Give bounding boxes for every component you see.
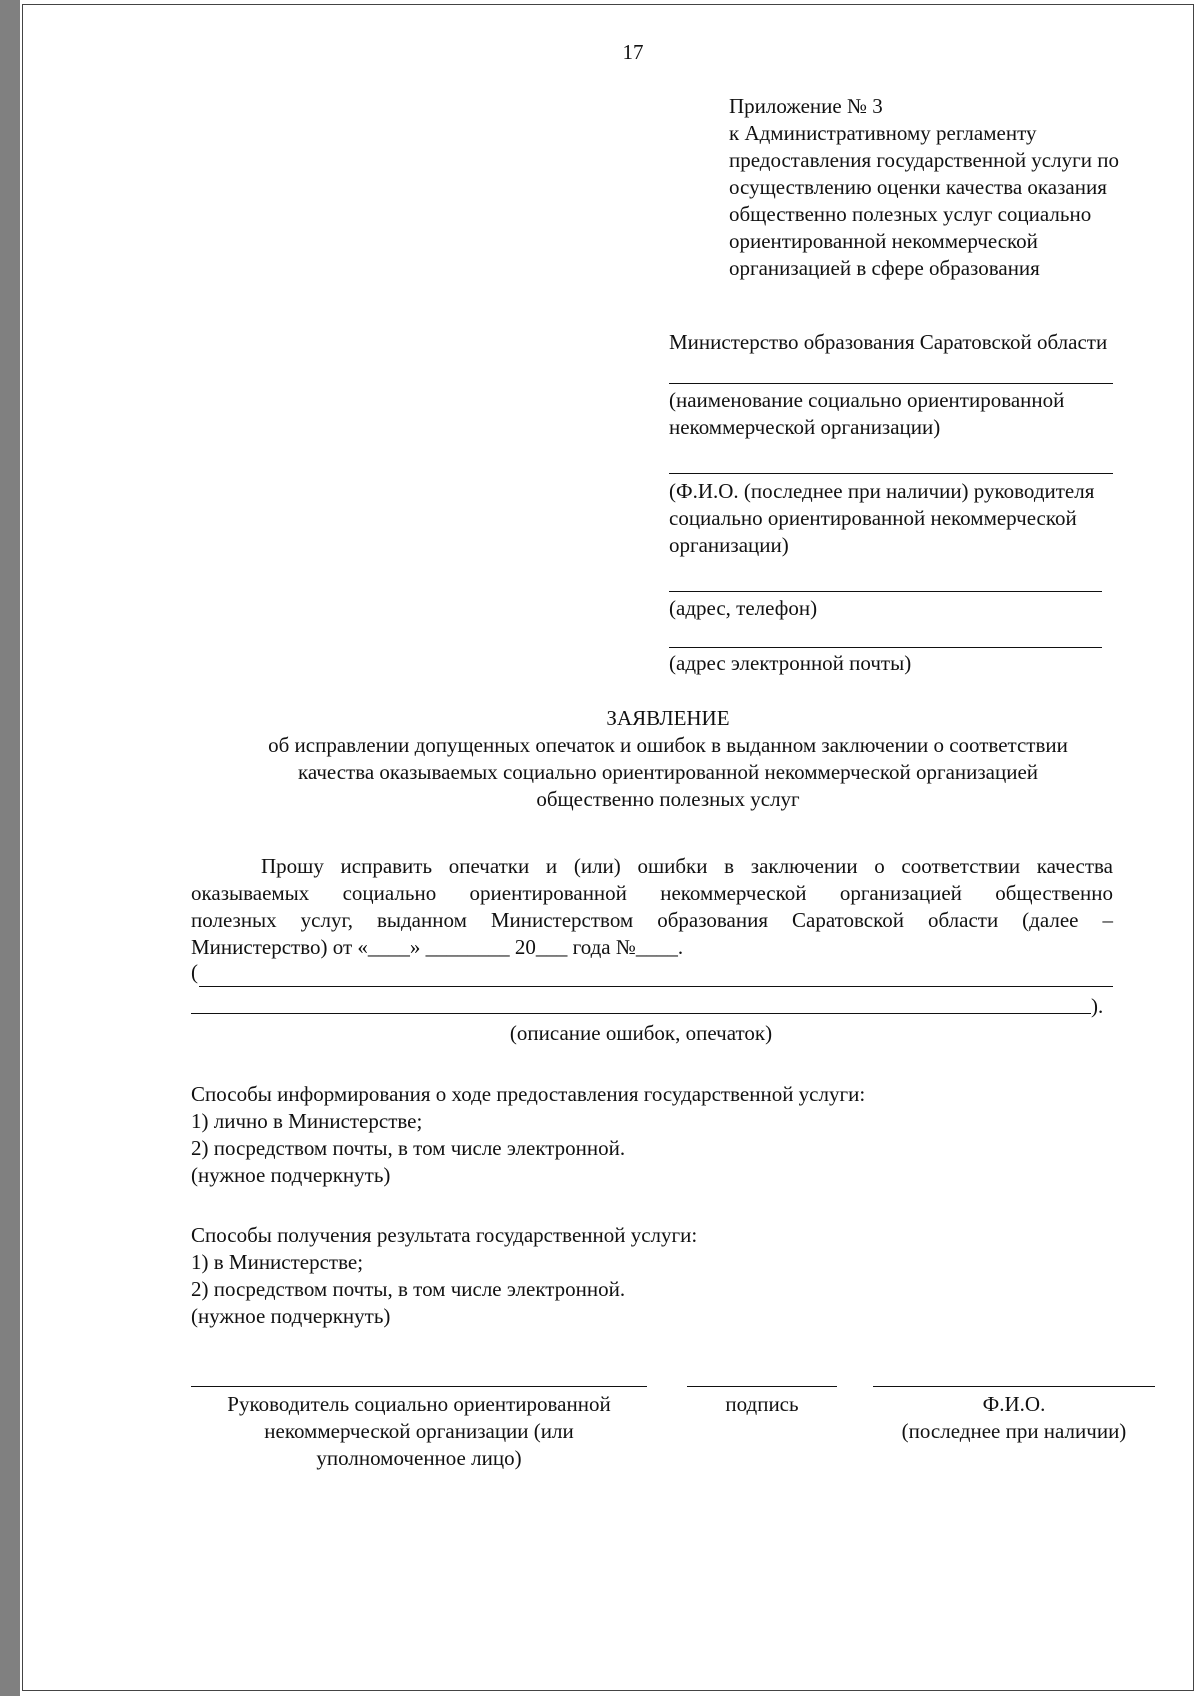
head-name-caption: (Ф.И.О. (последнее при наличии) руководителя xyxy=(669,479,1095,503)
head-caption: уполномоченное лицо) xyxy=(316,1446,522,1470)
address-line xyxy=(669,591,1102,592)
document-subtitle-line: об исправлении допущенных опечаток и ошибок в выданном заключении о соответствии xyxy=(268,733,1068,757)
appendix-line: общественно полезных услуг социально xyxy=(729,202,1092,226)
head-caption: Руководитель социально ориентированной xyxy=(227,1392,611,1416)
org-name-caption: некоммерческой организации) xyxy=(669,415,941,439)
request-paragraph-line: полезных услуг, выданном Министерством образования Саратовской области (далее – xyxy=(191,908,1113,932)
informing-line: 2) посредством почты, в том числе электронной. xyxy=(191,1136,626,1160)
document-page xyxy=(22,4,1194,1691)
receiving-line: 1) в Министерстве; xyxy=(191,1250,364,1274)
informing-line: 1) лично в Министерстве; xyxy=(191,1109,423,1133)
receiving-line: Способы получения результата государственной услуги: xyxy=(191,1223,698,1247)
fio-caption: (последнее при наличии) xyxy=(901,1419,1127,1443)
appendix-line: осуществлению оценки качества оказания xyxy=(729,175,1107,199)
sign-line xyxy=(687,1386,837,1387)
description-caption: (описание ошибок, опечаток) xyxy=(509,1021,773,1045)
ministry-name: Министерство образования Саратовской области xyxy=(669,330,1108,354)
sign-caption: подпись xyxy=(725,1392,799,1416)
head-caption: некоммерческой организации (или xyxy=(264,1419,574,1443)
receiving-line: (нужное подчеркнуть) xyxy=(191,1304,391,1328)
description-line xyxy=(191,1013,1091,1014)
head-name-caption: организации) xyxy=(669,533,789,557)
request-paragraph-line: оказываемых социально ориентированной некоммерческой организацией общественно xyxy=(191,881,1113,905)
informing-line: (нужное подчеркнуть) xyxy=(191,1163,391,1187)
request-paragraph-line: Министерство) от «____» ________ 20___ года №____. xyxy=(191,935,684,959)
description-line xyxy=(199,986,1113,987)
description-open-paren: ( xyxy=(191,960,198,984)
document-subtitle-line: общественно полезных услуг xyxy=(536,787,800,811)
appendix-line: предоставления государственной услуги по xyxy=(729,148,1119,172)
head-name-caption: социально ориентированной некоммерческой xyxy=(669,506,1077,530)
page-number: 17 xyxy=(622,40,644,64)
document-subtitle-line: качества оказываемых социально ориентированной некоммерческой организацией xyxy=(297,760,1039,784)
fio-caption: Ф.И.О. xyxy=(982,1392,1046,1416)
request-paragraph-line: Прошу исправить опечатки и (или) ошибки в заключении о соответствии качества xyxy=(261,854,1113,878)
appendix-line: ориентированной некоммерческой xyxy=(729,229,1038,253)
fio-line xyxy=(873,1386,1155,1387)
appendix-line: организацией в сфере образования xyxy=(729,256,1040,280)
org-name-line xyxy=(669,383,1113,384)
appendix-line: Приложение № 3 xyxy=(729,94,883,118)
appendix-line: к Административному регламенту xyxy=(729,121,1037,145)
receiving-line: 2) посредством почты, в том числе электронной. xyxy=(191,1277,626,1301)
head-name-line xyxy=(669,473,1113,474)
address-caption: (адрес, телефон) xyxy=(669,596,818,620)
informing-line: Способы информирования о ходе предоставления государственной услуги: xyxy=(191,1082,866,1106)
document-heading: ЗАЯВЛЕНИЕ xyxy=(606,706,730,730)
email-line xyxy=(669,647,1102,648)
description-close-paren: ). xyxy=(1091,994,1104,1018)
viewer-left-margin xyxy=(0,0,20,1696)
org-name-caption: (наименование социально ориентированной xyxy=(669,388,1065,412)
email-caption: (адрес электронной почты) xyxy=(669,651,912,675)
head-signature-line xyxy=(191,1386,647,1387)
